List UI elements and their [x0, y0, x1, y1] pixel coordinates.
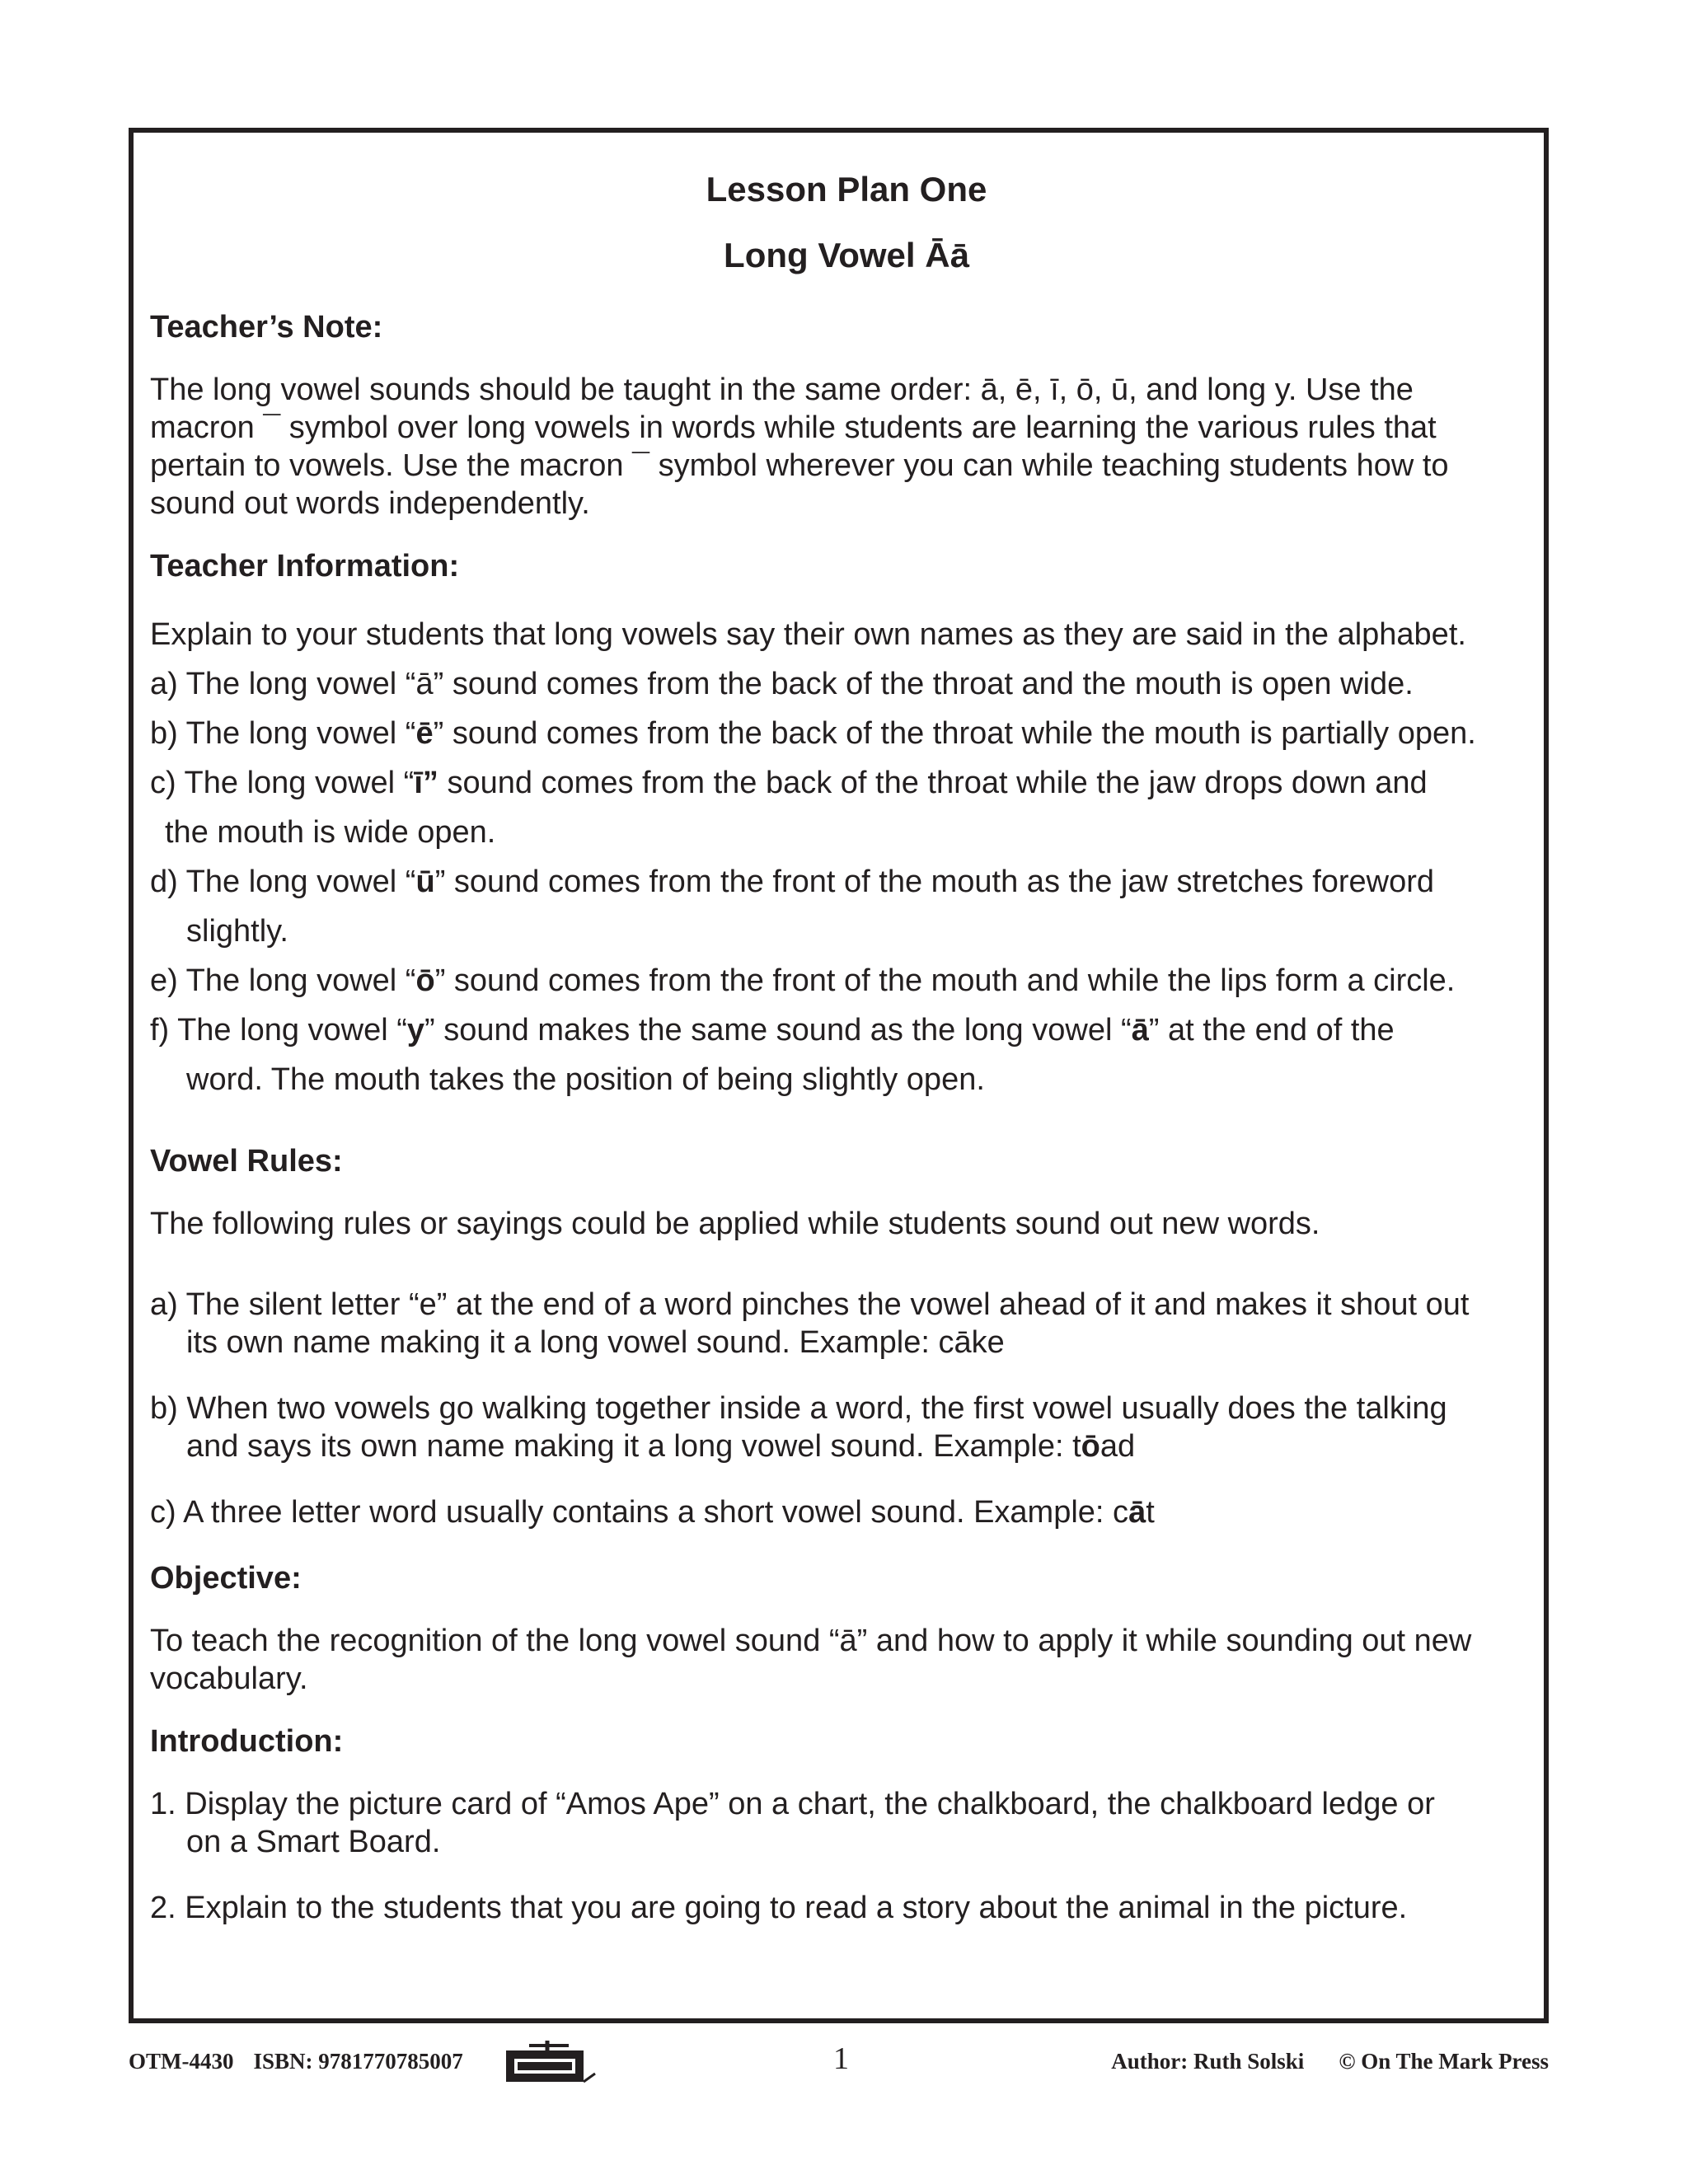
item-text: a) The long vowel “ — [150, 667, 416, 701]
item-text: ” sound comes from the back of the throat while the mouth is partially open. — [433, 716, 1476, 751]
vowel-item-e — [150, 709, 1543, 758]
rule-text: t — [1146, 1495, 1155, 1530]
rule-text: b) When two vowels go walking together inside a word, the first vowel usually does the talking — [150, 1391, 1447, 1426]
page-footer — [129, 2037, 1549, 2083]
vowel-letter: ā — [415, 667, 434, 701]
item-text: e) The long vowel “ — [150, 963, 416, 998]
vowel-rule-b — [150, 1390, 1543, 1465]
introduction-heading: Introduction: — [150, 1724, 344, 1759]
teacher-information-heading: Teacher Information: — [150, 549, 460, 583]
teachers-note-text — [150, 371, 1543, 523]
objective-line: To teach the recognition of the long vowel sound “ā” and how to apply it while sounding out new — [150, 1624, 1472, 1658]
item-text: ” sound comes from the front of the mouth and while the lips form a circle. — [434, 963, 1456, 998]
vowel-item-u — [150, 857, 1543, 956]
vowel-rules-intro: The following rules or sayings could be applied while students sound out new words. — [150, 1207, 1320, 1241]
objective-text — [150, 1622, 1543, 1698]
item-continuation: slightly. — [186, 914, 288, 949]
item-continuation: the mouth is wide open. — [165, 815, 496, 850]
rule-text: c) A three letter word usually contains a short vowel sound. Example: c — [150, 1495, 1129, 1530]
teachers-note-line: pertain to vowels. Use the macron ¯ symbol wherever you can while teaching students how to — [150, 448, 1449, 483]
vowel-item-i — [150, 758, 1543, 857]
item-text: ” sound comes from the back of the throat and the mouth is open wide. — [433, 667, 1414, 701]
rule-continuation — [150, 1427, 1543, 1465]
teachers-note-heading: Teacher’s Note: — [150, 310, 383, 344]
vowel-item-y — [150, 1005, 1543, 1104]
vowel-letter: ā — [1128, 1495, 1146, 1530]
vowel-letter: ī” — [414, 766, 438, 800]
objective-line: vocabulary. — [150, 1661, 308, 1696]
vowel-letter: ā — [1131, 1013, 1149, 1047]
intro-continuation: on a Smart Board. — [186, 1825, 441, 1859]
vowel-letter: y — [406, 1013, 425, 1047]
vowel-letter: ū — [415, 865, 435, 899]
page-number: 1 — [833, 2041, 849, 2076]
vowel-letter: ē — [415, 716, 434, 751]
vowel-item-a — [150, 659, 1543, 709]
vowel-item-o — [150, 956, 1543, 1005]
item-text: ” sound comes from the front of the mouth as the jaw stretches foreword — [434, 865, 1435, 899]
copyright: © On The Mark Press — [1339, 2049, 1549, 2074]
item-text: ” at the end of the — [1148, 1013, 1395, 1047]
lesson-content — [150, 157, 1543, 1955]
rule-continuation: its own name making it a long vowel sound. Example: cāke — [186, 1325, 1005, 1360]
vowel-letter: ō — [415, 963, 435, 998]
teachers-note-line: The long vowel sounds should be taught in the same order: ā, ē, ī, ō, ū, and long y. Use the — [150, 373, 1414, 407]
item-continuation: word. The mouth takes the position of being slightly open. — [186, 1062, 985, 1097]
on-the-mark-press-logo-icon — [504, 2039, 597, 2083]
teachers-note-line: macron ¯ symbol over long vowels in words while students are learning the various rules that — [150, 410, 1437, 445]
product-code: OTM-4430 — [129, 2049, 234, 2074]
item-text: b) The long vowel “ — [150, 716, 416, 751]
introduction-item-2: 2. Explain to the students that you are going to read a story about the animal in the picture. — [150, 1891, 1408, 1925]
introduction-item-1 — [150, 1785, 1543, 1861]
item-text: ” sound makes the same sound as the long vowel “ — [424, 1013, 1132, 1047]
lesson-subtitle: Long Vowel Āā — [724, 236, 969, 274]
vowel-letter: ō — [1081, 1429, 1100, 1464]
vowel-rule-c — [150, 1493, 1543, 1531]
item-text: c) The long vowel “ — [150, 766, 415, 800]
rule-text: ad — [1100, 1429, 1136, 1464]
item-text: d) The long vowel “ — [150, 865, 416, 899]
item-text: sound comes from the back of the throat while the jaw drops down and — [438, 766, 1428, 800]
lesson-title: Lesson Plan One — [706, 170, 987, 209]
rule-text: a) The silent letter “e” at the end of a word pinches the vowel ahead of it and makes it shout out — [150, 1287, 1470, 1322]
objective-heading: Objective: — [150, 1561, 302, 1596]
teacher-information-intro: Explain to your students that long vowels say their own names as they are said in the alphabet. — [150, 617, 1466, 652]
footer-product-info — [129, 2049, 463, 2074]
footer-credits — [1111, 2049, 1549, 2074]
vowel-rule-a — [150, 1286, 1543, 1361]
rule-text: and says its own name making it a long vowel sound. Example: t — [186, 1429, 1081, 1464]
intro-text: 1. Display the picture card of “Amos Ape” on a chart, the chalkboard, the chalkboard ledge or — [150, 1787, 1435, 1821]
item-text: f) The long vowel “ — [150, 1013, 407, 1047]
isbn: ISBN: 9781770785007 — [253, 2049, 463, 2074]
author: Author: Ruth Solski — [1111, 2049, 1305, 2074]
teachers-note-line: sound out words independently. — [150, 486, 590, 521]
vowel-rules-heading: Vowel Rules: — [150, 1144, 343, 1179]
